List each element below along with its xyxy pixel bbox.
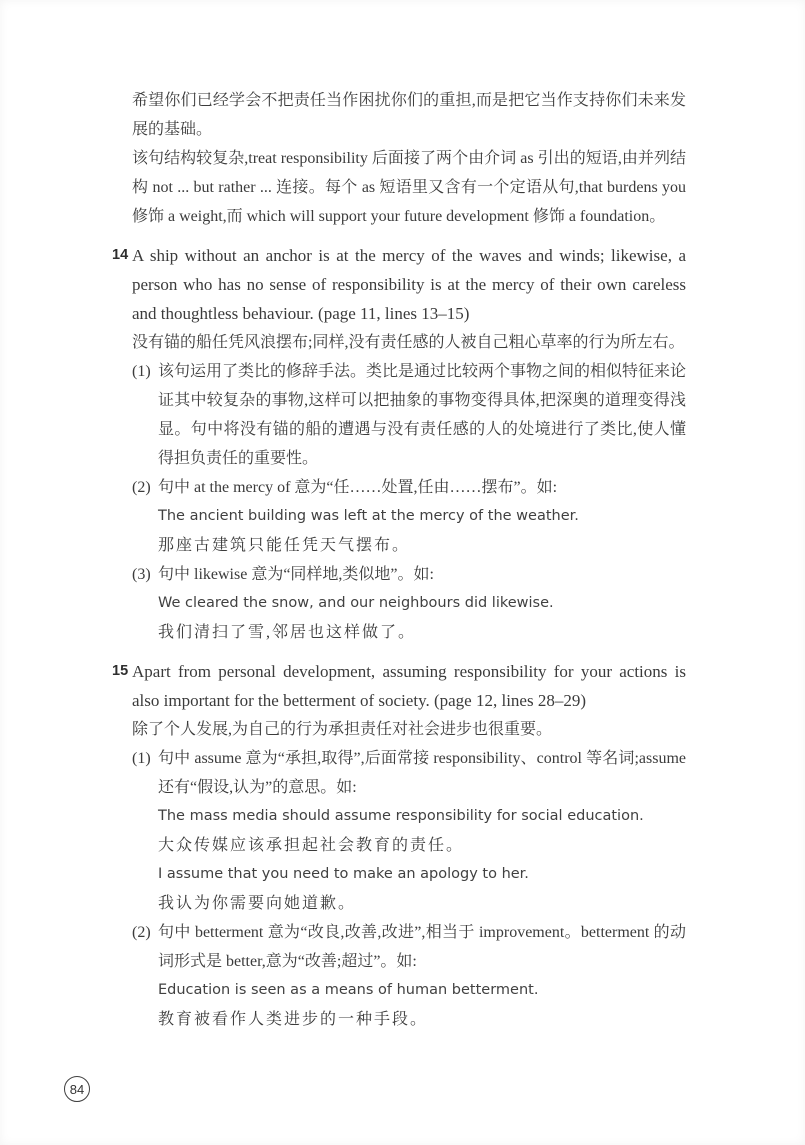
example-sentence-en: The ancient building was left at the mercy of the weather. <box>158 508 579 524</box>
item-15-translation: 除了个人发展,为自己的行为承担责任对社会进步也很重要。 <box>132 721 553 738</box>
item-14-point-1 <box>132 357 686 473</box>
item-15 <box>112 657 686 1034</box>
item-15-body <box>132 657 686 1034</box>
page-number-text: 84 <box>69 1081 85 1097</box>
page-number-badge <box>64 1076 90 1102</box>
point-3-text: 句中 likewise 意为“同样地,类似地”。如: <box>158 566 434 583</box>
point-1-text: 该句运用了类比的修辞手法。类比是通过比较两个事物之间的相似特征来论证其中较复杂的事物,这样可以把抽象的事物变得具体,把深奥的道理变得浅显。句中将没有锚的船的遭遇与没有责任感的人的处境进行了类比,使人懂得担负责任的重要性。 <box>158 363 687 467</box>
example-sentence-en: I assume that you need to make an apology to her. <box>158 866 529 882</box>
item-14-body <box>132 241 686 647</box>
point-2-text: 句中 at the mercy of 意为“任……处置,任由……摆布”。如: <box>158 479 558 496</box>
item-14-point-3 <box>132 560 686 647</box>
intro-paragraph-2: 该句结构较复杂,treat responsibility 后面接了两个由介词 as 引出的短语,由并列结构 not ... but rather ... 连接。每个 as 短语里又含有一个定语从句,that burdens you 修饰 a weight,而 which will support your future development 修饰 a foundation。 <box>132 150 686 225</box>
example-sentence-zh: 教育被看作人类进步的一种手段。 <box>158 1011 429 1028</box>
item-15-point-2 <box>132 918 686 1034</box>
point-1-body <box>158 744 686 918</box>
point-2-marker: (2) <box>132 924 151 941</box>
item-14-number: 14 <box>112 247 129 263</box>
item-14-translation: 没有锚的船任凭风浪摆布;同样,没有责任感的人被自己粗心草率的行为所左右。 <box>132 334 685 351</box>
item-15-point-1 <box>132 744 686 918</box>
example-sentence-en: We cleared the snow, and our neighbours did likewise. <box>158 595 554 611</box>
point-3-body <box>158 560 686 647</box>
example-sentence-zh: 我们清扫了雪,邻居也这样做了。 <box>158 624 417 641</box>
example-sentence-en: The mass media should assume responsibility for social education. <box>158 808 644 824</box>
point-2-body <box>158 918 686 1034</box>
point-1-body <box>158 357 686 473</box>
item-14-point-2 <box>132 473 686 560</box>
content-area <box>112 86 687 1034</box>
item-15-number: 15 <box>112 663 129 679</box>
example-sentence-zh: 大众传媒应该承担起社会教育的责任。 <box>158 837 465 854</box>
item-14-sentence: A ship without an anchor is at the mercy of the waves and winds; likewise, a person who has no sense of responsibility is at the mercy of their own careless and thoughtless behaviour. (page 11, lines 13–15) <box>132 246 686 323</box>
point-2-text: 句中 betterment 意为“改良,改善,改进”,相当于 improvement。betterment 的动词形式是 better,意为“改善;超过”。如: <box>158 924 686 970</box>
point-1-marker: (1) <box>132 750 151 767</box>
item-14 <box>112 241 687 647</box>
example-sentence-en: Education is seen as a means of human betterment. <box>158 982 539 998</box>
point-3-marker: (3) <box>132 566 151 583</box>
point-1-text: 句中 assume 意为“承担,取得”,后面常接 responsibility、control 等名词;assume 还有“假设,认为”的意思。如: <box>158 750 686 796</box>
point-2-marker: (2) <box>132 479 151 496</box>
example-sentence-zh: 我认为你需要向她道歉。 <box>158 895 357 912</box>
item-15-sentence: Apart from personal development, assuming responsibility for your actions is also important for the betterment of society. (page 12, lines 28–29) <box>132 662 686 710</box>
example-sentence-zh: 那座古建筑只能任凭天气摆布。 <box>158 537 411 554</box>
point-2-body <box>158 473 686 560</box>
point-1-marker: (1) <box>132 363 151 380</box>
intro-paragraph-1: 希望你们已经学会不把责任当作困扰你们的重担,而是把它当作支持你们未来发展的基础。 <box>132 92 686 138</box>
